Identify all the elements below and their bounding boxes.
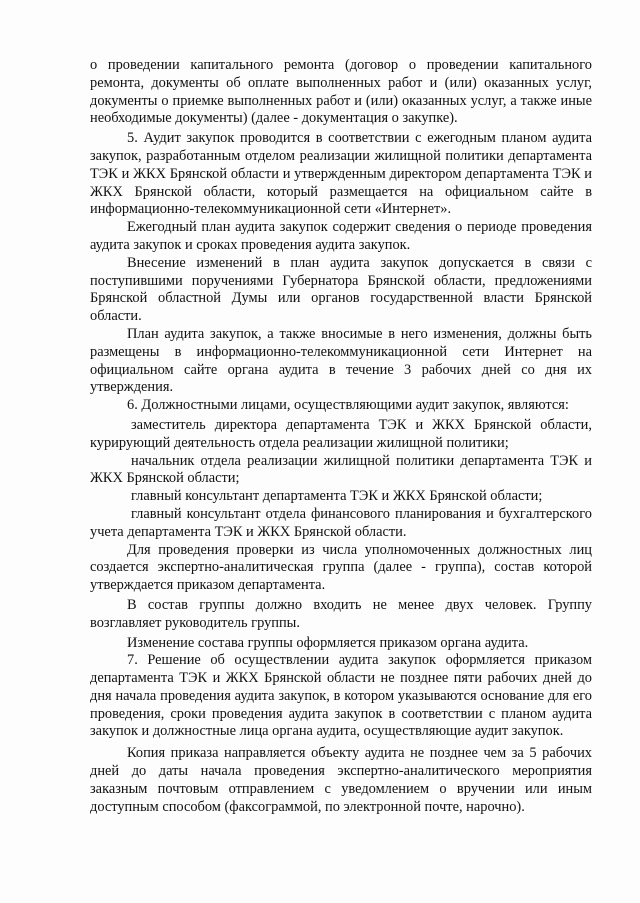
list-item-finance-consultant: главный консультант отдела финансового планирования и бухгалтерского учета департамента ТЭК и ЖКХ Брянской области. <box>90 505 592 540</box>
paragraph-plan-publication: План аудита закупок, а также вносимые в него изменения, должны быть размещены в информационно-телекоммуникационной сети Интернет на официальном сайте органа аудита в течение 3 рабочих дней со дня их утверждения. <box>90 325 592 396</box>
paragraph-group-composition: В состав группы должно входить не менее двух человек. Группу возглавляет руководитель группы. <box>90 596 592 631</box>
paragraph-plan-changes: Внесение изменений в план аудита закупок допускается в связи с поступившими поручениями Губернатора Брянской области, предложениями Брянской областной Думы или органов государственной власти Брянской области. <box>90 254 592 325</box>
paragraph-order-copy: Копия приказа направляется объекту аудита не позднее чем за 5 рабочих дней до даты начала проведения экспертно-аналитического мероприятия заказным почтовым отправлением с уведомлением о вручении или иным доступным способом (факсограммой, по электронной почте, нарочно). <box>90 745 592 815</box>
paragraph-continuation: о проведении капитального ремонта (договор о проведении капитального ремонта, документы об оплате выполненных работ и (или) оказанных услуг, документы о приемке выполненных работ и (или) оказанных услуг, а также иные необходимые документы) (далее - документация о закупке). <box>90 57 592 127</box>
list-item-chief-consultant: главный консультант департамента ТЭК и ЖКХ Брянской области; <box>131 488 543 505</box>
paragraph-item-6: 6. Должностными лицами, осуществляющими аудит закупок, являются: <box>127 397 569 414</box>
paragraph-item-5: 5. Аудит закупок проводится в соответствии с ежегодным планом аудита закупок, разработанным отделом реализации жилищной политики департамента ТЭК и ЖКХ Брянской области и утвержденным директором департамента ТЭК и ЖКХ Брянской области, который размещается на официальном сайте в информационно-телекоммуникационной сети «Интернет». <box>90 130 592 218</box>
list-item-deputy-director: заместитель директора департамента ТЭК и ЖКХ Брянской области, курирующий деятельность отдела реализации жилищной политики; <box>90 416 592 451</box>
paragraph-group-changes: Изменение состава группы оформляется приказом органа аудита. <box>127 634 529 651</box>
paragraph-item-7: 7. Решение об осуществлении аудита закупок оформляется приказом департамента ТЭК и ЖКХ Брянской области не позднее пяти рабочих дней до дня начала проведения аудита закупок, в котором указываются основание для его проведения, сроки проведения аудита закупок в соответствии с планом аудита закупок и должностные лица органа аудита, осуществляющие аудит закупок. <box>90 652 592 740</box>
paragraph-annual-plan: Ежегодный план аудита закупок содержит сведения о периоде проведения аудита закупок и сроках проведения аудита закупок. <box>90 219 592 253</box>
list-item-department-head: начальник отдела реализации жилищной политики департамента ТЭК и ЖКХ Брянской области; <box>90 452 592 487</box>
paragraph-expert-group: Для проведения проверки из числа уполномоченных должностных лиц создается экспертно-аналитическая группа (далее - группа), состав которой утверждается приказом департамента. <box>90 541 592 594</box>
document-body <box>90 57 592 816</box>
